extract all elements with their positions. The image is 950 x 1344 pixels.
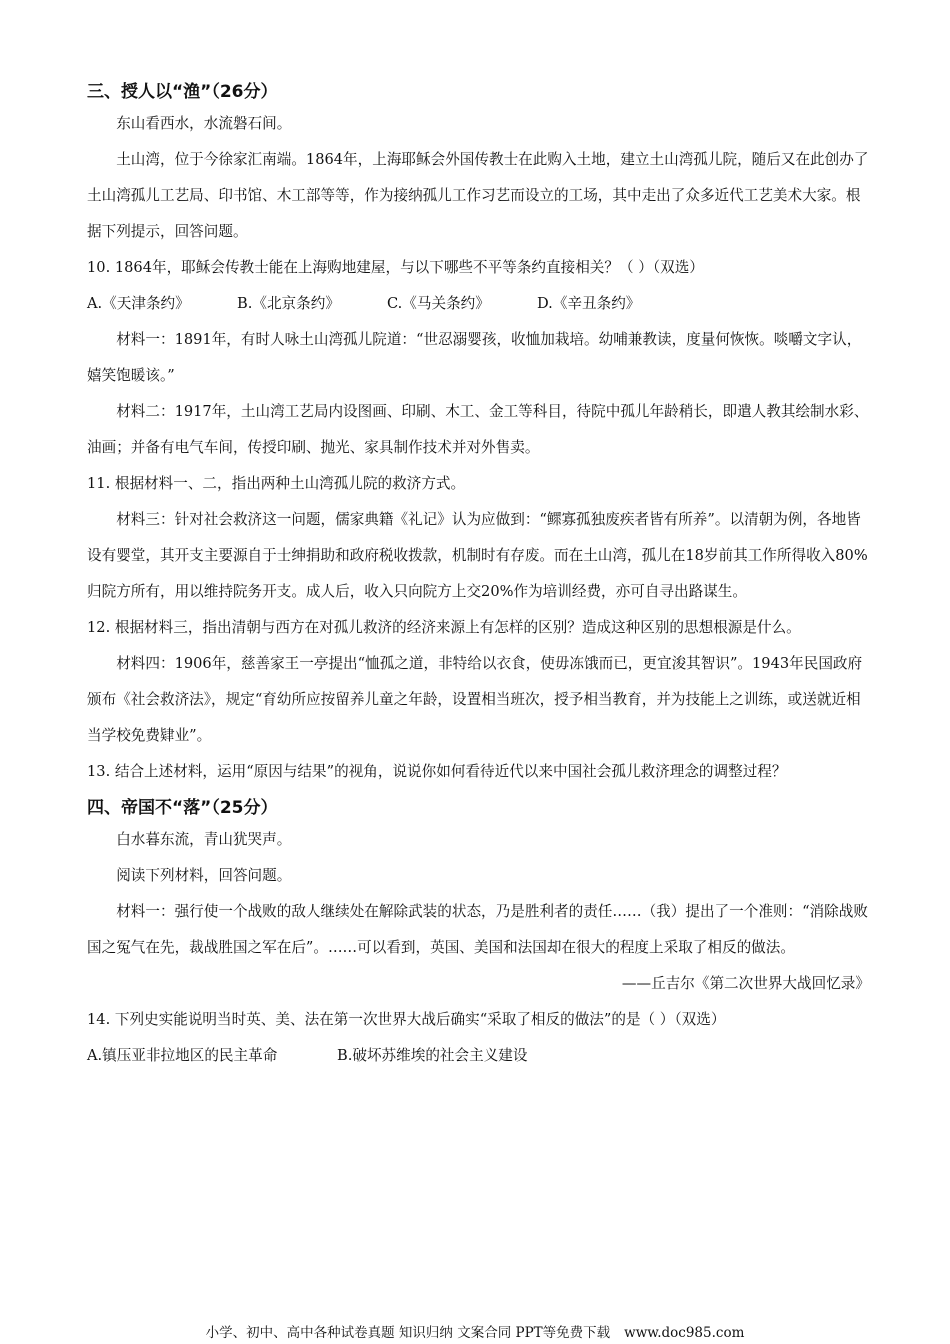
section3-title: 三、授人以“渔”（26分） xyxy=(87,82,278,102)
material-2: 材料二：1917年，土山湾工艺局内设图画、印刷、木工、金工等科目，待院中孤儿年龄稍长，即遣人教其绘制水彩、油画；并备有电气车间，传授印刷、抛光、家具制作技术并对外售卖。 xyxy=(87,403,869,456)
page-footer xyxy=(0,1321,950,1341)
footer-link[interactable]: www.doc985.com xyxy=(624,1325,745,1341)
option-a: A.《天津条约》 xyxy=(87,295,190,312)
section4-title: 四、帝国不“落”（25分） xyxy=(87,798,278,818)
section4-poem: 白水暮东流，青山犹哭声。 xyxy=(116,831,292,848)
material-1: 材料一：1891年，有时人咏土山湾孤儿院道：“世忍溺婴孩，收恤加栽培。幼哺兼教读，度量何恢恢。啖嚼文字认，嬉笑饱暖该。” xyxy=(87,331,862,384)
option-b: B.破坏苏维埃的社会主义建设 xyxy=(337,1047,528,1064)
question-12: 12. 根据材料三，指出清朝与西方在对孤儿救济的经济来源上有怎样的区别？造成这种区别的思想根源是什么。 xyxy=(87,619,801,636)
material-source: ——丘吉尔《第二次世界大战回忆录》 xyxy=(621,975,870,992)
option-c: C.《马关条约》 xyxy=(387,295,490,312)
document-body xyxy=(87,78,870,1074)
question-13: 13. 结合上述材料，运用“原因与结果”的视角，说说你如何看待近代以来中国社会孤儿救济理念的调整过程？ xyxy=(87,763,787,780)
footer-text: 小学、初中、高中各种试卷真题 知识归纳 文案合同 PPT等免费下载 xyxy=(205,1325,611,1341)
section3-intro: 土山湾，位于今徐家汇南端。1864年，上海耶稣会外国传教士在此购入土地，建立土山湾孤儿院，随后又在此创办了土山湾孤儿工艺局、印书馆、木工部等等，作为接纳孤儿工作习艺而设立的工场，其中走出了众多近代工艺美术大家。根据下列提示，回答问题。 xyxy=(87,151,869,240)
section3-poem: 东山看西水，水流磐石间。 xyxy=(116,115,292,132)
question-14: 14. 下列史实能说明当时英、美、法在第一次世界大战后确实“采取了相反的做法”的是（ ）（双选） xyxy=(87,1011,726,1028)
question-11: 11. 根据材料一、二，指出两种土山湾孤儿院的救济方式。 xyxy=(87,475,466,492)
question-10-options xyxy=(87,286,870,322)
material-4: 材料四：1906年，慈善家王一亭提出“恤孤之道，非特给以衣食，使毋冻饿而已，更宜浚其智识”。1943年民国政府颁布《社会救济法》，规定“育幼所应按留养儿童之年龄，设置相当班次，授予相当教育，并为技能上之训练，或送就近相当学校免费肄业”。 xyxy=(87,655,863,744)
section4-material-1: 材料一：强行使一个战败的敌人继续处在解除武装的状态，乃是胜利者的责任……（我）提出了一个准则：“消除战败国之冤气在先，裁战胜国之军在后”。……可以看到，英国、美国和法国却在很大的程度上采取了相反的做法。 xyxy=(87,903,868,956)
option-d: D.《辛丑条约》 xyxy=(537,295,641,312)
option-b: B.《北京条约》 xyxy=(237,295,340,312)
material-3: 材料三：针对社会救济这一问题，儒家典籍《礼记》认为应做到：“鳏寡孤独废疾者皆有所养”。以清朝为例，各地皆设有婴堂，其开支主要源自于士绅捐助和政府税收拨款，机制时有存废。而在土山湾，孤儿在18岁前其工作所得收入80%归院方所有，用以维持院务开支。成人后，收入只向院方上交20%作为培训经费，亦可自寻出路谋生。 xyxy=(87,511,868,600)
question-10: 10. 1864年，耶稣会传教士能在上海购地建屋，与以下哪些不平等条约直接相关？（ ）（双选） xyxy=(87,259,704,276)
option-a: A.镇压亚非拉地区的民主革命 xyxy=(87,1047,278,1064)
question-14-options xyxy=(87,1038,870,1074)
section4-instruction: 阅读下列材料，回答问题。 xyxy=(116,867,292,884)
